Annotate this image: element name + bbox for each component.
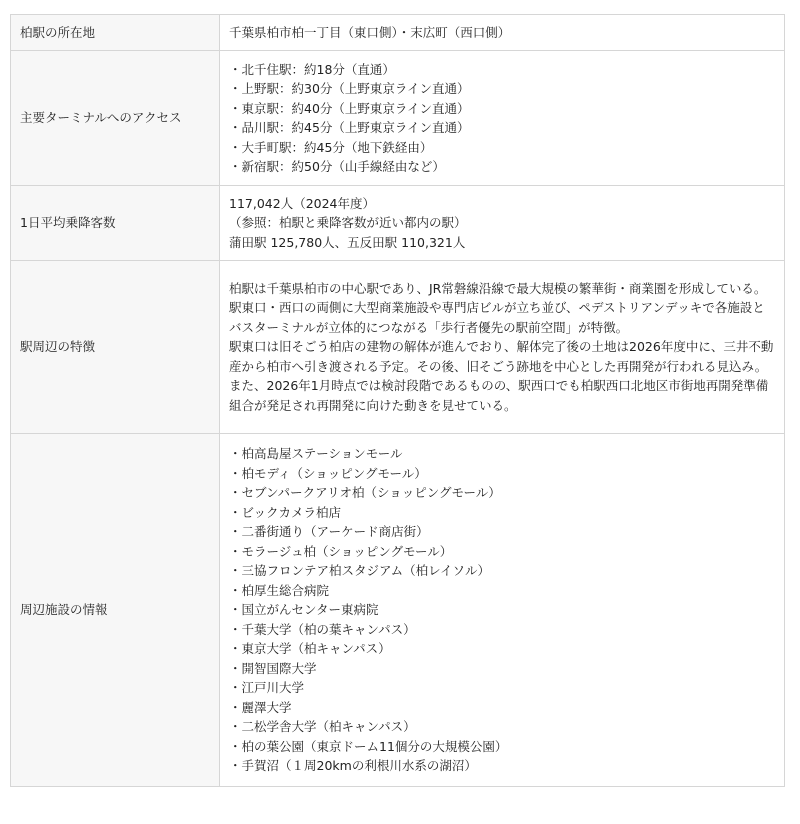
list-item: ・ビックカメラ柏店 bbox=[229, 504, 342, 520]
paragraph: また、2026年1月時点では検討段階であるものの、駅西口でも柏駅西口北地区市街地再開発準備組合が発足され再開発に向けた動きを見せている。 bbox=[229, 378, 769, 413]
list-item: ・柏高島屋ステーションモール bbox=[229, 446, 403, 462]
table-row-location bbox=[11, 15, 785, 51]
list-item: ・三協フロンテア柏スタジアム（柏レイソル） bbox=[229, 563, 491, 579]
value-line: 117,042人（2024年度） bbox=[229, 195, 376, 211]
list-item: ・東京駅：約40分（上野東京ライン直通） bbox=[229, 100, 470, 116]
row-value bbox=[220, 15, 785, 51]
row-value bbox=[220, 186, 785, 261]
list-item: ・品川駅：約45分（上野東京ライン直通） bbox=[229, 120, 470, 135]
paragraph: 駅東口は旧そごう柏店の建物の解体が進んでおり、解体完了後の土地は2026年度中に、三井不動産から柏市へ引き渡される予定。その後、旧そごう跡地を中心とした再開発が行われる見込み。 bbox=[229, 339, 774, 374]
list-item: ・セブンパークアリオ柏（ショッピングモール） bbox=[229, 485, 501, 501]
row-label: 柏駅の所在地 bbox=[11, 15, 220, 51]
list-item: ・上野駅：約30分（上野東京ライン直通） bbox=[229, 81, 470, 96]
list-item: ・麗澤大学 bbox=[229, 699, 292, 715]
list-item: ・二番街通り（アーケード商店街） bbox=[229, 524, 429, 540]
list-item: ・手賀沼（１周20kmの利根川水系の湖沼） bbox=[229, 758, 477, 774]
list-item: ・柏の葉公園（東京ドーム11個分の大規模公園） bbox=[229, 738, 508, 754]
table-row-passengers bbox=[11, 186, 785, 261]
row-label: 駅周辺の特徴 bbox=[11, 261, 220, 434]
row-value bbox=[220, 51, 785, 186]
list-item: ・柏モディ（ショッピングモール） bbox=[229, 465, 427, 481]
list-item: ・千葉大学（柏の葉キャンパス） bbox=[229, 621, 416, 637]
list-item: ・モラージュ柏（ショッピングモール） bbox=[229, 543, 453, 559]
list-item: ・新宿駅：約50分（山手線経由など） bbox=[229, 159, 445, 174]
row-value bbox=[220, 261, 785, 434]
value-line: （参照：柏駅と乗降客数が近い都内の駅） bbox=[229, 215, 467, 231]
row-label: 主要ターミナルへのアクセス bbox=[11, 51, 220, 186]
row-value bbox=[220, 434, 785, 787]
list-item: ・大手町駅：約45分（地下鉄経由） bbox=[229, 139, 433, 155]
row-label: 1日平均乗降客数 bbox=[11, 186, 220, 261]
list-item: ・二松学舎大学（柏キャンパス） bbox=[229, 719, 416, 735]
value-line: 蒲田駅 125,780人、五反田駅 110,321人 bbox=[229, 234, 466, 250]
list-item: ・北千住駅：約18分（直通） bbox=[229, 61, 395, 77]
list-item: ・江戸川大学 bbox=[229, 680, 305, 696]
list-item: ・柏厚生総合病院 bbox=[229, 582, 330, 598]
value-line: 千葉県柏市柏一丁目（東口側）・末広町（西口側） bbox=[229, 24, 511, 40]
table-row-features bbox=[11, 261, 785, 434]
table-row-access bbox=[11, 51, 785, 186]
table-row-facilities bbox=[11, 434, 785, 787]
station-info-table bbox=[10, 14, 785, 787]
paragraph: 柏駅は千葉県柏市の中心駅であり、JR常磐線沿線で最大規模の繁華街・商業圏を形成している。駅東口・西口の両側に大型商業施設や専門店ビルが立ち並び、ペデストリアンデッキで各施設とバスターミナルが立体的につながる「歩行者優先の駅前空間」が特徴。 bbox=[229, 280, 767, 335]
list-item: ・国立がんセンター東病院 bbox=[229, 602, 379, 618]
list-item: ・開智国際大学 bbox=[229, 660, 317, 676]
row-label: 周辺施設の情報 bbox=[11, 434, 220, 787]
list-item: ・東京大学（柏キャンパス） bbox=[229, 641, 391, 657]
station-info-container bbox=[10, 14, 785, 787]
